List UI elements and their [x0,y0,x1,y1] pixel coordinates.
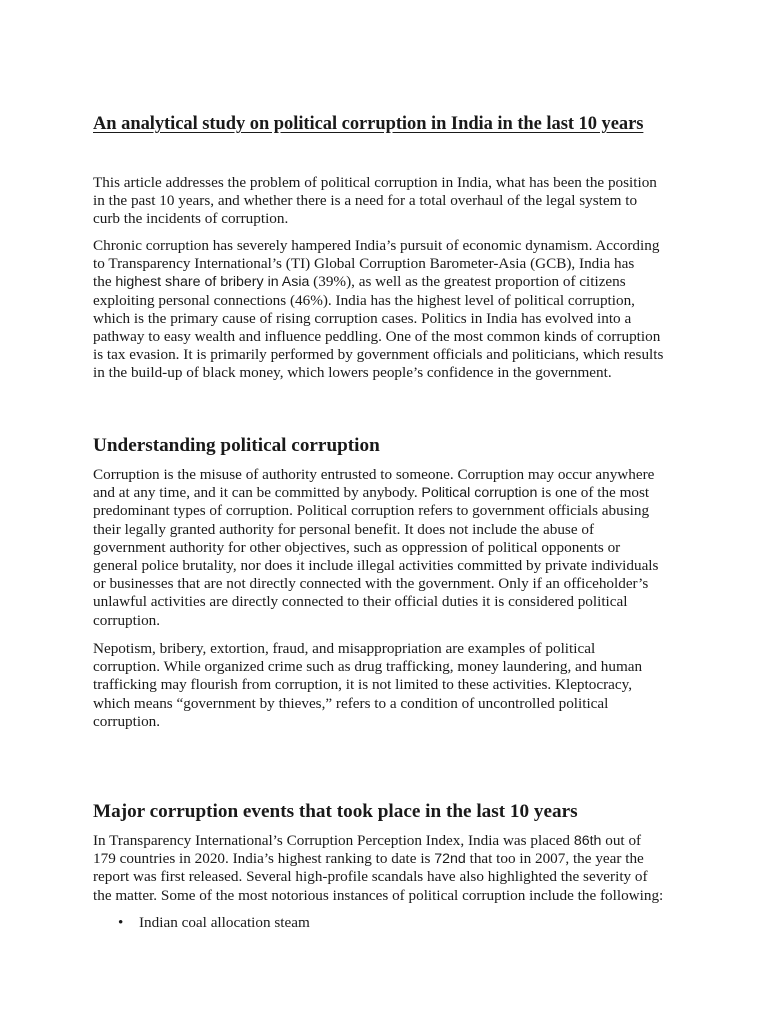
political-corruption-link[interactable]: Political corruption [421,485,538,502]
rank-86th-link[interactable]: 86th [573,833,602,849]
text-line [93,850,693,868]
text-line: report was first released. Several high-profile scandals have also highlighted the severity of [93,868,648,886]
text-segment: is one of the most [537,484,650,502]
text-line [93,273,693,291]
text-line: Nepotism, bribery, extortion, fraud, and misappropriation are examples of political [93,640,596,657]
text-line: is tax evasion. It is primarily performed by government officials and politicians, which results [93,346,664,364]
text-segment: and at any time, and it can be committed by anybody. [93,484,422,502]
text-segment: In Transparency International’s Corruption Perception Index, India was placed [93,832,574,849]
rank-72nd-link[interactable]: 72nd [434,851,466,868]
text-line: trafficking may flourish from corruption, it is not limited to these activities. Kleptocracy, [93,676,633,694]
text-line: in the past 10 years, and whether there is a need for a total overhaul of the legal system to [93,192,638,210]
text-line: corruption. [93,712,161,730]
text-line: corruption. [93,611,161,629]
section-heading-understanding: Understanding political corruption [93,435,380,456]
text-line: predominant types of corruption. Political corruption refers to government officials abusing [93,502,650,520]
text-line: which is the primary cause of rising corruption cases. Politics in India has evolved into a [93,309,632,327]
text-line: unlawful activities are directly connected to their official duties it is considered political [93,593,628,611]
text-line: curb the incidents of corruption. [93,210,289,228]
major-events-paragraph [93,832,693,905]
text-segment: out of [601,832,642,849]
list-item [118,914,310,932]
text-segment: that too in 2007, the year the [465,850,644,868]
document-title: An analytical study on political corruption in India in the last 10 years [93,114,644,134]
text-line [93,484,693,502]
text-line: or businesses that are not directly connected with the government. Only if an officeholder’s [93,575,649,593]
text-line: exploiting personal connections (46%). India has the highest level of political corruption, [93,291,635,309]
understanding-paragraph [93,466,693,630]
text-segment: (39%), as well as the greatest proportion of citizens [309,273,626,291]
text-line: pathway to easy wealth and influence peddling. One of the most common kinds of corruption [93,327,661,345]
text-line [93,832,693,850]
section-heading-major-events: Major corruption events that took place in the last 10 years [93,801,578,822]
text-line: This article addresses the problem of political corruption in India, what has been the position [93,174,657,191]
intro-paragraph [93,174,693,229]
text-line: Chronic corruption has severely hampered India’s pursuit of economic dynamism. According [93,237,660,254]
text-line: government authority for other objectives, such as oppression of political opponents or [93,538,621,556]
bullet-icon: • [118,914,124,931]
text-line: their legally granted authority for personal benefit. It does not include the abuse of [93,520,595,538]
text-line: which means “government by thieves,” refers to a condition of uncontrolled political [93,694,609,712]
nepotism-paragraph [93,640,693,731]
bribery-asia-link[interactable]: highest share of bribery in Asia [115,274,310,291]
text-line: corruption. While organized crime such as drug trafficking, money laundering, and human [93,658,643,676]
corruption-overview-paragraph [93,237,693,383]
text-line: the matter. Some of the most notorious instances of political corruption include the following: [93,886,664,904]
text-line: in the build-up of black money, which lowers people’s confidence in the government. [93,364,612,382]
text-line: general police brutality, nor does it include illegal activities committed by private individuals [93,556,659,574]
text-segment: the [93,273,116,291]
text-line: to Transparency International’s (TI) Global Corruption Barometer-Asia (GCB), India has [93,255,635,273]
list-item-text: Indian coal allocation steam [139,914,310,931]
text-line: Corruption is the misuse of authority entrusted to someone. Corruption may occur anywhere [93,466,655,483]
text-segment: 179 countries in 2020. India’s highest ranking to date is [93,850,435,868]
